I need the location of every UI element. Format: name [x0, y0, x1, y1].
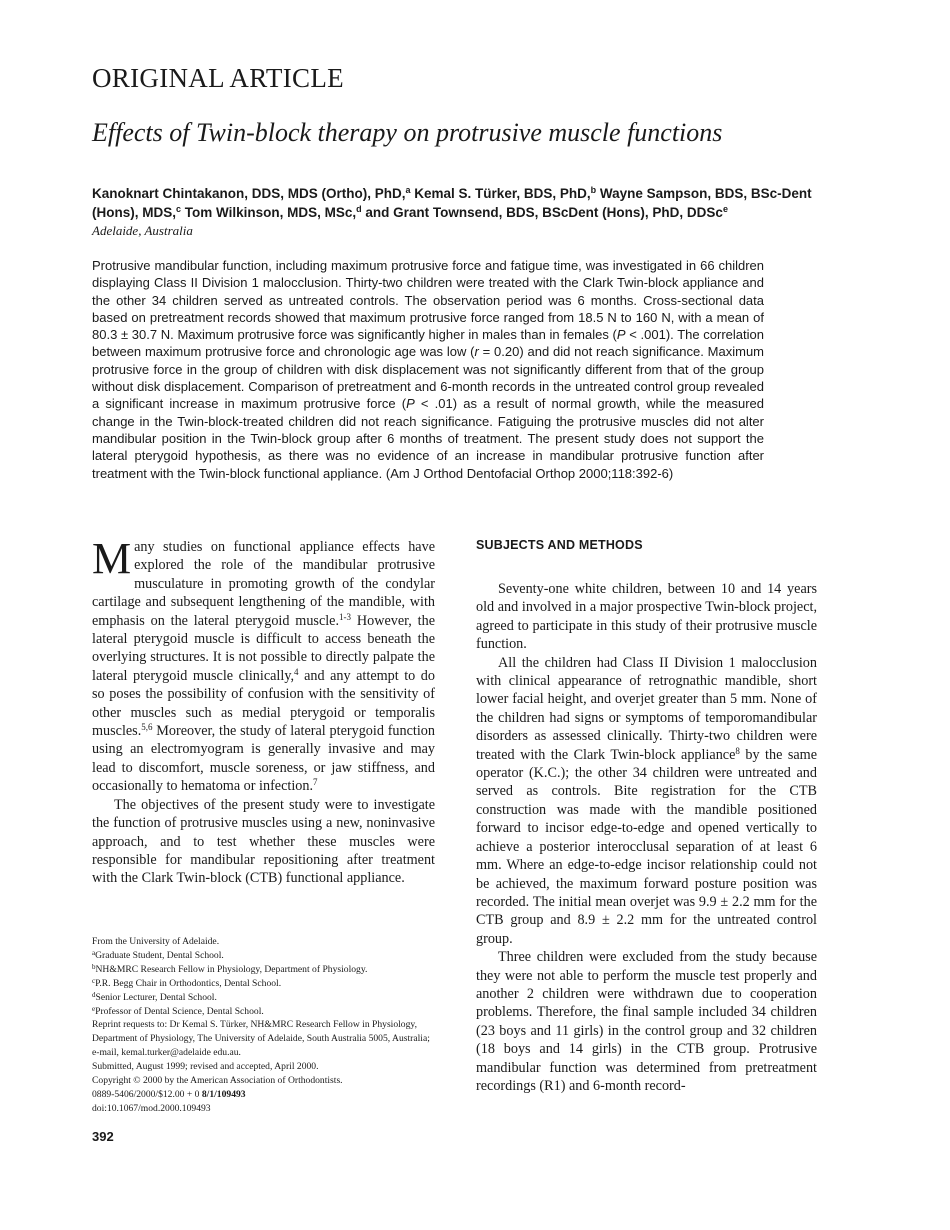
affiliation-marker: a	[405, 185, 411, 195]
reference-citation: 7	[313, 777, 318, 788]
footnote-text: Professor of Dental Science, Dental School.	[95, 1005, 264, 1017]
reference-citation: 4	[294, 666, 299, 677]
abstract	[92, 257, 764, 482]
affiliation-marker: b	[590, 185, 597, 195]
body-text: and any attempt to do so poses the possibility of confusion with the sensitivity of other muscles such as medial pterygoid or temporalis muscles.	[92, 667, 435, 740]
issn: 0889-5406/2000/$12.00 + 0	[92, 1088, 202, 1100]
author-name: Kemal S. Türker, BDS, PhD,	[410, 186, 591, 201]
footnote	[92, 963, 437, 977]
issn-line	[92, 1088, 437, 1102]
footnote: From the University of Adelaide.	[92, 936, 220, 947]
submission-dates: Submitted, August 1999; revised and accepted, April 2000.	[92, 1061, 319, 1073]
left-column	[92, 534, 436, 888]
stat-symbol: P	[616, 327, 626, 343]
author-name: and Grant Townsend, BDS, BScDent (Hons), PhD, DDSc	[361, 205, 723, 220]
body-text: by the same operator (K.C.); the other 34 children were untreated and served as controls. Bite registration for the CTB construction was made with the mandible positioned forward to incisor edge-to-edge and opened vertically to achieve a posterior interocclusal separation of at least 6 mm. Where an edge-to-edge incisor relationship could not be achieved, the maximum forward posture position was recorded. The initial mean overjet was 9.9 ± 2.2 mm for the CTB group and 8.9 ± 2.2 mm for the untreated control group.	[476, 746, 818, 947]
abstract-text: Protrusive mandibular function, including maximum protrusive force and fatigue time, was investigated in 66 children displaying Class II Division 1 malocclusion. Thirty-two children were treated with the Clark Twin-block appliance and the other 34 children served as untreated controls. The observation period was 6 months. Cross-sectional data based on pretreatment records showed that maximum protrusive force ranged from 18.5 N to 160 N, with a mean of 80.3 ± 30.7 N. Maximum protrusive force was significantly higher in males than in females (	[92, 258, 764, 343]
abstract-text: < .01) as a result of normal growth, while the measured change in the Twin-block-treated children did not reach significance. Fatiguing the protrusive muscles did not alter mandibular position in the Twin-block group after 6 months of treatment. The present study does not support the lateral pterygoid hypothesis, as there was no evidence of an increase in mandibular protrusive function after treatment with the Twin-block functional appliance. (Am J Orthod Dentofacial Orthop 2000;118:392-6)	[92, 396, 764, 481]
footnote	[92, 991, 437, 1005]
footnote	[92, 1005, 437, 1019]
author-list	[92, 184, 822, 222]
doi-line: doi:10.1067/mod.2000.109493	[92, 1102, 211, 1114]
reference-citation: 8	[735, 745, 740, 756]
reprint-requests: Reprint requests to: Dr Kemal S. Türker, NH&MRC Research Fellow in Physiology, Department of Physiology, The University of Adelaide, South Australia 5005, Australia; e-mail, kemal.turker@adelaide edu.au.	[92, 1019, 430, 1059]
author-name: Tom Wilkinson, MDS, MSc,	[181, 205, 357, 220]
body-text: However, the lateral pterygoid muscle is difficult to access beneath the overlying structures. It is not possible to directly palpate the lateral pterygoid muscle clinically,	[92, 612, 436, 684]
stat-symbol: P	[406, 396, 415, 412]
intro-paragraph	[92, 534, 436, 796]
footnote-marker: e	[92, 1004, 96, 1013]
reference-citation: 5,6	[141, 722, 153, 733]
right-column	[476, 538, 817, 1095]
author-name: Kanoknart Chintakanon, DDS, MDS (Ortho), PhD,	[92, 186, 406, 201]
copyright-notice: Copyright © 2000 by the American Association of Orthodontists.	[92, 1075, 343, 1087]
reference-citation: 1-3	[339, 611, 352, 622]
affiliation-marker: c	[176, 204, 182, 214]
issn-code: 8/1/109493	[201, 1088, 246, 1100]
section-label: ORIGINAL ARTICLE	[92, 63, 344, 93]
drop-cap: M	[92, 534, 132, 583]
footnote-marker: d	[92, 990, 96, 999]
affiliation-marker: e	[722, 204, 728, 214]
footnote	[92, 977, 437, 991]
footnote-text: P.R. Begg Chair in Orthodontics, Dental School.	[95, 977, 282, 989]
body-text: All the children had Class II Division 1 malocclusion with clinical appearance of retrognathic mandible, short lower facial height, and overjet greater than 5 mm. None of the children had signs or symptoms of temporomandibular disorders as assessed clinically. Thirty-two children were treated with the Clark Twin-block appliance	[476, 654, 817, 763]
methods-paragraph	[476, 654, 817, 949]
author-name: Wayne Sampson, BDS, BSc-Dent (Hons), MDS,	[92, 186, 812, 220]
methods-paragraph: Three children were excluded from the study because they were not able to perform the muscle test properly and another 2 children were withdrawn due to cooperation problems. Therefore, the final sample included 34 children (23 boys and 11 girls) in the control group and 32 children (18 boys and 14 girls) in the CTB group. Protrusive mandibular function was determined from pretreatment recordings (R1) and 6-month record-	[476, 949, 817, 1094]
article-title: Effects of Twin-block therapy on protrusive muscle functions	[92, 118, 723, 147]
author-location: Adelaide, Australia	[92, 223, 193, 238]
footnote-text: Graduate Student, Dental School.	[95, 949, 224, 961]
affiliation-marker: d	[356, 204, 362, 214]
abstract-text: = 0.20) and did not reach significance. Maximum protrusive force in the group of children with disk displacement was not significantly different from that of the group without disk displacement. Comparison of pretreatment and 6-month records in the untreated control group revealed a significant increase in maximum protrusive force (	[92, 344, 765, 412]
body-text: Moreover, the study of lateral pterygoid function using an electromyogram is generally invasive and may lead to discomfort, muscle soreness, or jaw stiffness, and occasionally to hematoma or infection.	[92, 723, 435, 795]
footnotes	[92, 935, 437, 1116]
intro-paragraph: The objectives of the present study were to investigate the function of protrusive muscles using a new, noninvasive approach, and to test whether these muscles were responsible for mandibular repositioning after treatment with the Clark Twin-block (CTB) functional appliance.	[92, 796, 435, 887]
footnote-text: NH&MRC Research Fellow in Physiology, Department of Physiology.	[95, 963, 368, 975]
abstract-text: < .001). The correlation between maximum protrusive force and chronologic age was low (	[92, 327, 764, 360]
page-number: 392	[92, 1129, 114, 1144]
footnote-marker: c	[92, 976, 96, 985]
footnote-marker: b	[92, 962, 96, 971]
section-heading: SUBJECTS AND METHODS	[476, 538, 643, 552]
footnote	[92, 949, 437, 963]
footnote-text: Senior Lecturer, Dental School.	[95, 991, 217, 1003]
stat-symbol: r	[474, 344, 479, 360]
methods-paragraph: Seventy-one white children, between 10 and 14 years old and involved in a major prospective Twin-block project, agreed to participate in this study of their protrusive muscle function.	[476, 581, 817, 653]
body-text: any studies on functional appliance effects have explored the role of the mandibular protrusive musculature in promoting growth of the condylar cartilage and subsequent lengthening of the mandible, with emphasis on the lateral pterygoid muscle.	[92, 539, 435, 629]
footnote-marker: a	[92, 948, 96, 957]
